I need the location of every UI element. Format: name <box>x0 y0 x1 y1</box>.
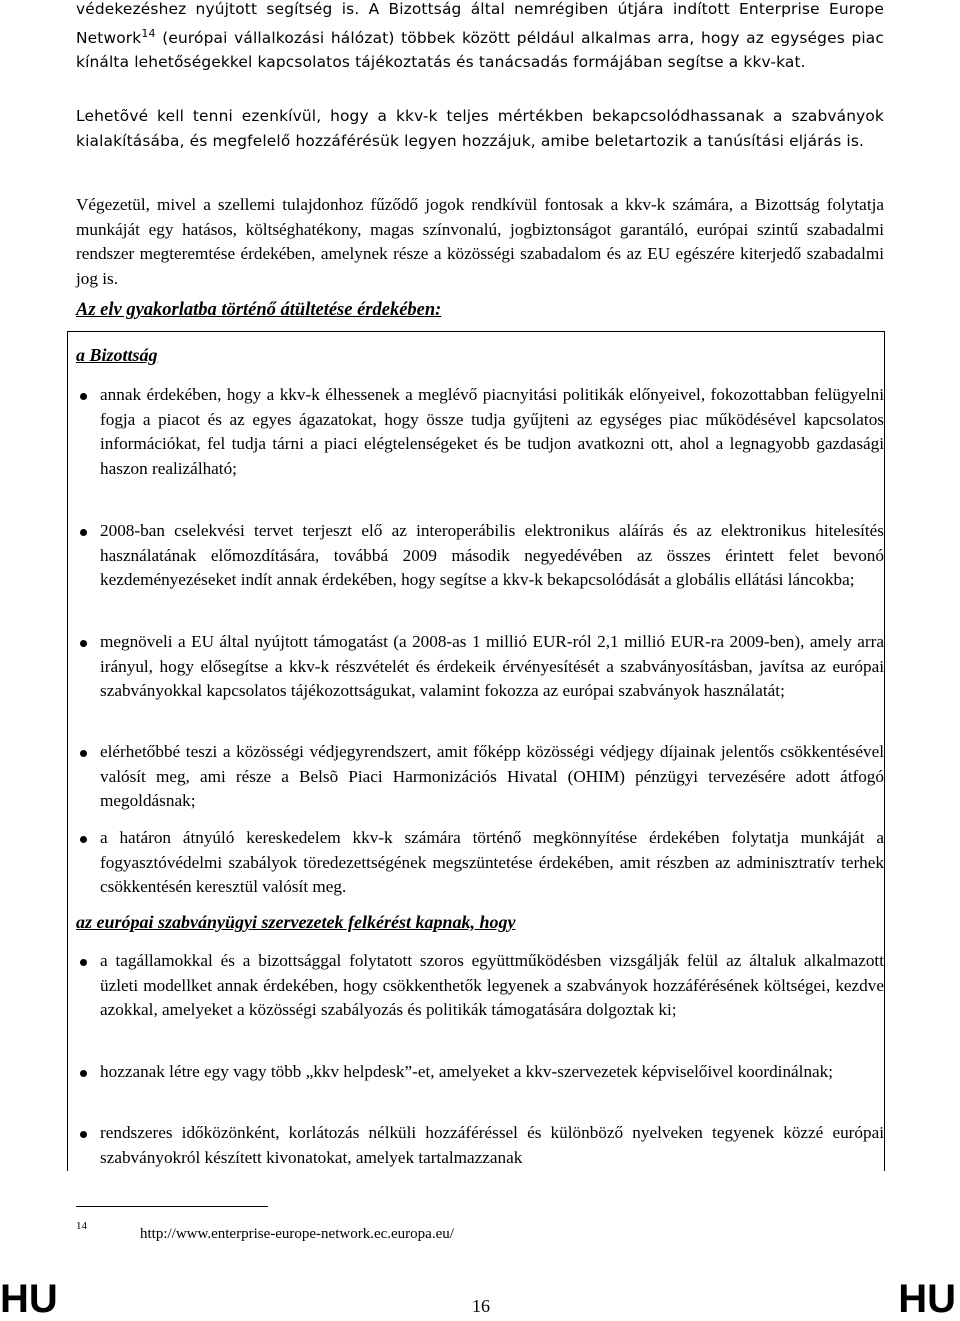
page-number: 16 <box>472 1296 490 1316</box>
footnote-reference: 14 <box>141 26 156 40</box>
paragraph-standards: Lehetõvé kell tenni ezenkívül, hogy a kkv-k teljes mértékben bekapcsolódhassanak a szabványok kialakításába, és megfelelő hozzáférésük legyen hozzájuk, amibe beletartozik a tanúsítási eljárás is. <box>76 107 884 150</box>
standards-item-1-text: a tagállamokkal és a bizottsággal folytatott szoros együttműködésben vizsgálják felül az általuk alkalmazott üzleti modellket annak érdekében, hogy csökkenthetők legyenek a szabványok hozzáférésének költségei, kezdve azokkal, amelyeket a közösségi szabályozás és politikák támogatására dolgoztak ki; <box>100 951 884 1020</box>
commission-subheading: a Bizottság <box>76 345 158 365</box>
commission-item-1-text: annak érdekében, hogy a kkv-k élhessenek a meglévő piacnyitási politikák előnyeivel, fokozottabban felügyelni fogja a piacot és az egyes ágazatokat, hogy össze tudja gyűjteni az egységes piac működésével kapcsolatos információkat, fel tudja tárni a piaci elégtelenségeket és be tudjon avatkozni ott, ahol a legnagyobb gazdasági haszon realizálható; <box>100 385 884 478</box>
commission-item-3 <box>76 630 884 704</box>
footnote-link[interactable]: http://www.enterprise-europe-network.ec.europa.eu/ <box>140 1226 454 1242</box>
footnote-divider <box>76 1206 268 1207</box>
paragraph-intro <box>76 0 884 75</box>
commission-item-5-text: a határon átnyúló kereskedelem kkv-k számára történő megkönnyítése érdekében folytatja munkáját a fogyasztóvédelmi szabályok töredezettségének megszüntetése érdekében, amit részben az adminisztratív terhek csökkentésén keresztül valósít meg. <box>100 828 884 897</box>
commission-item-5 <box>76 826 884 900</box>
footnote-number: 14 <box>76 1220 87 1232</box>
standards-item-3-text: rendszeres időközönként, korlátozás nélküli hozzáféréssel és különböző nyelveken tegyenek közzé európai szabványokról készített kivonatokat, amelyek tartalmazzanak <box>100 1123 884 1167</box>
standards-item-2-text: hozzanak létre egy vagy több „kkv helpdesk”-et, amelyeket a kkv-szervezetek képviselőivel koordinálnak; <box>100 1062 834 1081</box>
bullet-icon <box>80 529 87 536</box>
commission-item-4-text: elérhetőbbé teszi a közösségi védjegyrendszert, amit főképp közösségi védjegy díjainak jelentős csökkentésével valósít meg, ami része a Belsõ Piaci Harmonizációs Hivatal (OHIM) pénzügyi tervezésére adott átfogó megoldásnak; <box>100 742 884 811</box>
standards-bodies-subheading: az európai szabványügyi szervezetek felkérést kapnak, hogy <box>76 912 516 932</box>
bullet-icon <box>80 1131 87 1138</box>
bullet-icon <box>80 1070 87 1077</box>
paragraph-intro-part2: (európai vállalkozási hálózat) többek között például alkalmas arra, hogy az egységes piac kínálta lehetőségekkel kapcsolatos tájékoztatás és tanácsadás formájában segítse a kkv-kat. <box>76 28 884 72</box>
language-code-right: HU <box>898 1277 956 1321</box>
commission-item-1 <box>76 383 884 481</box>
standards-item-1 <box>76 949 884 1023</box>
bullet-icon <box>80 640 87 647</box>
commission-item-3-text: megnöveli a EU által nyújtott támogatást (a 2008-as 1 millió EUR-ról 2,1 millió EUR-ra 2009-ben), amely arra irányul, hogy elősegítse a kkv-k részvételét és érdekeik érvényesítését a szabványosításban, javítsa az európai szabványokkal kapcsolatos tájékozottságukat, valamint fokozza az európai szabványok használatát; <box>100 632 884 701</box>
bullet-icon <box>80 750 87 757</box>
bullet-icon <box>80 836 87 843</box>
section-heading: Az elv gyakorlatba történő átültetése érdekében: <box>76 300 442 320</box>
bullet-icon <box>80 959 87 966</box>
paragraph-intro-part1: védekezéshez nyújtott segítség is. A Bizottság által nemrégiben útjára indított Enterprise Europe Network <box>76 0 884 47</box>
standards-item-2 <box>76 1060 884 1085</box>
language-code-left: HU <box>0 1277 58 1321</box>
paragraph-intellectual-property: Végezetül, mivel a szellemi tulajdonhoz fűződő jogok rendkívül fontosak a kkv-k számára, a Bizottság folytatja munkáját egy hatásos, költséghatékony, magas színvonalú, jogbiztonságot garantáló, európai szintű szabadalmi rendszer megteremtése érdekében, amelynek része a közösségi szabadalom és az EU egészére kiterjedő szabadalmi jog is. <box>76 195 884 288</box>
bullet-icon <box>80 393 87 400</box>
commission-item-2-text: 2008-ban cselekvési tervet terjeszt elő az interoperábilis elektronikus aláírás és az elektronikus hitelesítés használatának előmozdítására, továbbá 2009 második negyedévében az összes érintett felet bevonó kezdeményezéseket indít annak érdekében, hogy segítse a kkv-k bekapcsolódását a globális ellátási láncokba; <box>100 521 884 590</box>
commission-item-2 <box>76 519 884 593</box>
standards-item-3 <box>76 1121 884 1170</box>
commission-item-4 <box>76 740 884 814</box>
